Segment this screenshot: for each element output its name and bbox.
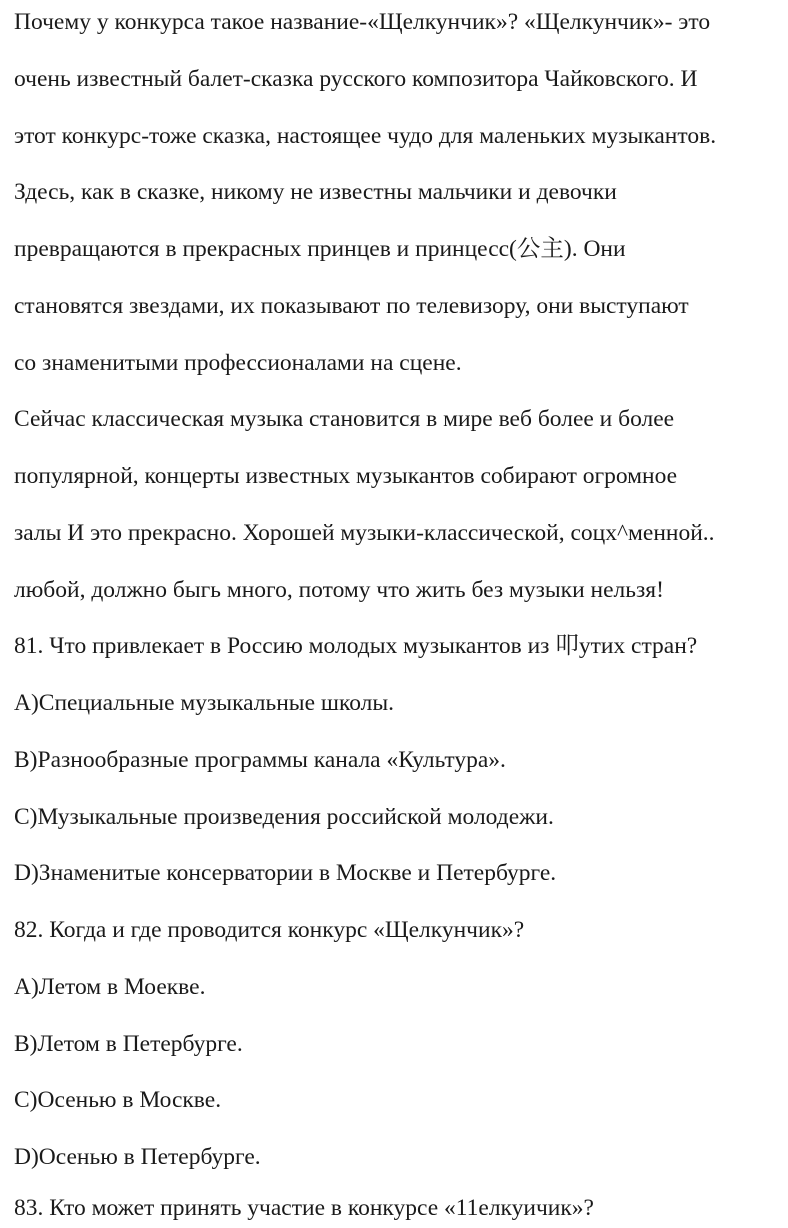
- passage-line: Здесь, как в сказке, никому не известны мальчики и девочки: [14, 179, 617, 205]
- option-82-d: D)Осенью в Петербурге.: [14, 1144, 261, 1170]
- passage-line: любой, должно быгь много, потому что жить без музыки нельзя!: [14, 577, 664, 603]
- option-81-c: C)Музыкальные произведения российской молодежи.: [14, 804, 554, 830]
- question-82: 82. Когда и где проводится конкурс «Щелкунчик»?: [14, 917, 525, 943]
- option-82-c: C)Осенью в Москве.: [14, 1087, 222, 1113]
- option-81-a: A)Специальные музыкальные школы.: [14, 690, 395, 716]
- passage-line: Сейчас классическая музыка становится в мире веб более и более: [14, 406, 675, 432]
- passage-line: популярной, концерты известных музыкантов собирают огромное: [14, 463, 678, 489]
- passage-line: превращаются в прекрасных принцев и принцесс(公主). Они: [14, 236, 626, 262]
- option-82-b: B)Летом в Петербурге.: [14, 1031, 243, 1057]
- option-82-a: A)Летом в Моекве.: [14, 974, 206, 1000]
- passage-line: очень известный балет-сказка русского композитора Чайковского. И: [14, 66, 698, 92]
- passage-line: Почему у конкурса такое название-«Щелкунчик»? «Щелкунчик»- это: [14, 9, 711, 35]
- option-81-b: B)Разнообразные программы канала «Культура».: [14, 747, 506, 773]
- passage-line: со знаменитыми профессионалами на сцене.: [14, 350, 462, 376]
- question-83: 83. Кто может принять участие в конкурсе «11елкуичик»?: [14, 1195, 594, 1221]
- passage-line: залы И это прекрасно. Хорошей музыки-классической, соцх^менной..: [14, 520, 715, 546]
- passage-line: этот конкурс-тоже сказка, настоящее чудо для маленьких музыкантов.: [14, 123, 717, 149]
- option-81-d: D)Знаменитые консерватории в Москве и Петербурге.: [14, 860, 557, 886]
- question-81: 81. Что привлекает в Россию молодых музыкантов из 叩утих стран?: [14, 633, 698, 659]
- passage-line: становятся звездами, их показывают по телевизору, они выступают: [14, 293, 689, 319]
